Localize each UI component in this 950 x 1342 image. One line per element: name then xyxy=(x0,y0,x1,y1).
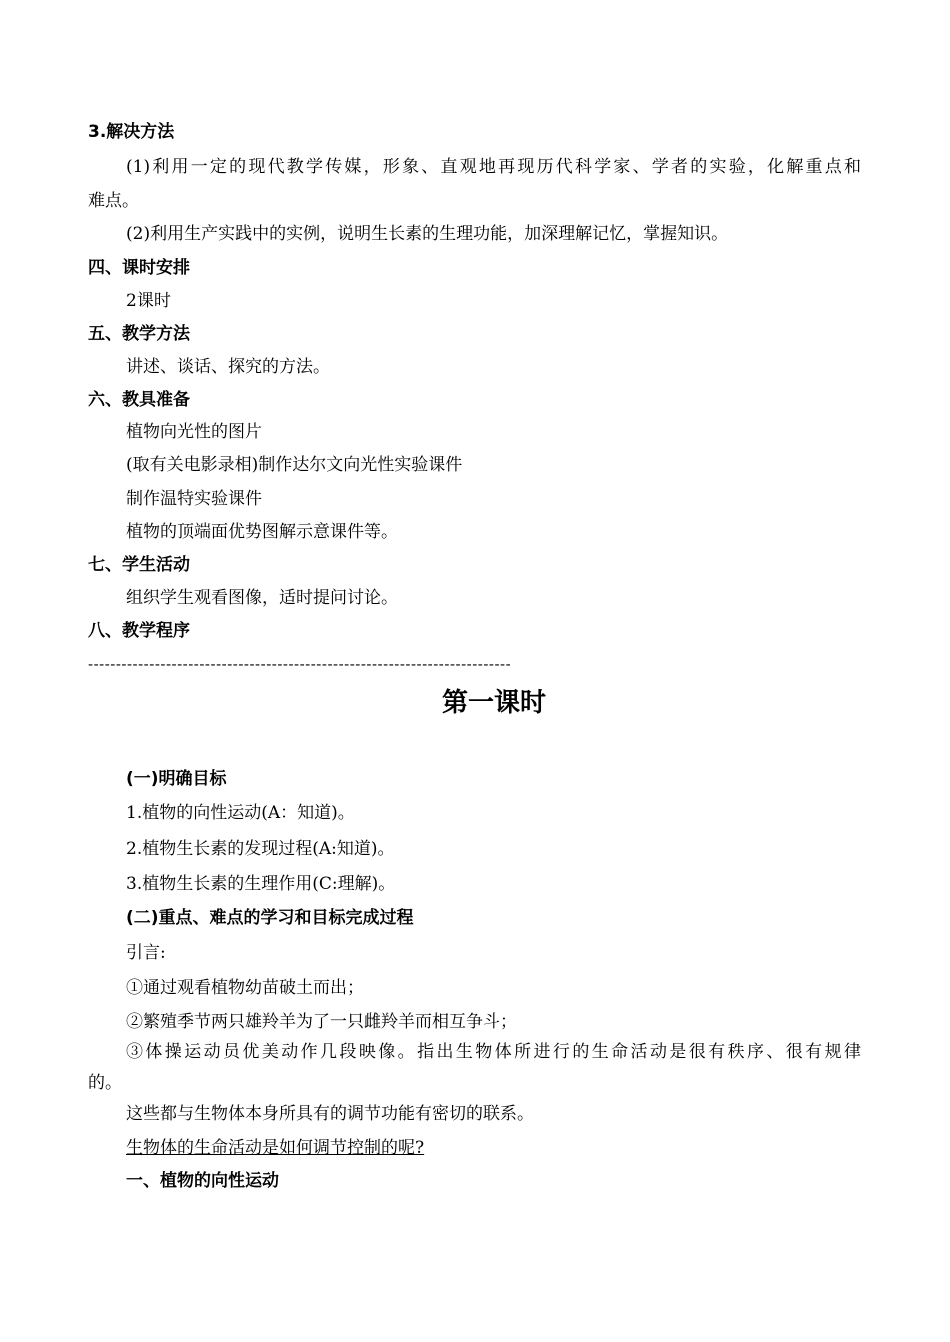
process-heading: (二)重点、难点的学习和目标完成过程 xyxy=(126,908,414,928)
intro-label: 引言: xyxy=(126,943,166,963)
section3-heading: 3.解决方法 xyxy=(88,122,175,142)
schedule-heading: 四、课时安排 xyxy=(88,258,190,278)
section-divider: ---------------------------------------------------------------------------- xyxy=(88,655,512,673)
tools-item: 植物的顶端面优势图解示意课件等。 xyxy=(126,522,398,542)
method-heading: 五、教学方法 xyxy=(88,324,190,344)
procedure-heading: 八、教学程序 xyxy=(88,621,190,641)
tools-item: 制作温特实验课件 xyxy=(126,489,262,509)
tools-heading: 六、教具准备 xyxy=(88,390,190,410)
activity-heading: 七、学生活动 xyxy=(88,555,190,575)
method-value: 讲述、谈话、探究的方法。 xyxy=(126,357,330,377)
intro-item: ①通过观看植物幼苗破土而出； xyxy=(126,978,364,998)
question-text: 生物体的生命活动是如何调节控制的呢? xyxy=(126,1138,425,1158)
method1-line1: (1)利用一定的现代教学传媒，形象、直观地再现历代科学家、学者的实验，化解重点和 xyxy=(126,157,861,177)
goal-item: 1.植物的向性运动(A：知道)。 xyxy=(126,803,355,823)
tools-item: (取有关电影录相)制作达尔文向光性实验课件 xyxy=(126,455,463,475)
method1-line2: 难点。 xyxy=(88,191,139,211)
activity-value: 组织学生观看图像，适时提问讨论。 xyxy=(126,588,398,608)
goal-item: 2.植物生长素的发现过程(A:知道)。 xyxy=(126,839,395,859)
tools-item: 植物向光性的图片 xyxy=(126,422,262,442)
intro-item3-line1: ③体操运动员优美动作几段映像。指出生物体所进行的生命活动是很有秩序、很有规律 xyxy=(126,1042,861,1062)
method2-text: (2)利用生产实践中的实例，说明生长素的生理功能，加深理解记忆，掌握知识。 xyxy=(126,224,729,244)
intro-item3-line2: 的。 xyxy=(88,1073,122,1093)
intro-item: ②繁殖季节两只雄羚羊为了一只雌羚羊而相互争斗； xyxy=(126,1012,517,1032)
schedule-value: 2课时 xyxy=(126,291,171,311)
goal-item: 3.植物生长素的生理作用(C:理解)。 xyxy=(126,874,396,894)
relation-text: 这些都与生物体本身所具有的调节功能有密切的联系。 xyxy=(126,1104,534,1124)
lesson-title: 第一课时 xyxy=(441,688,546,718)
section1-heading: 一、植物的向性运动 xyxy=(126,1171,279,1191)
goals-heading: (一)明确目标 xyxy=(126,769,227,789)
